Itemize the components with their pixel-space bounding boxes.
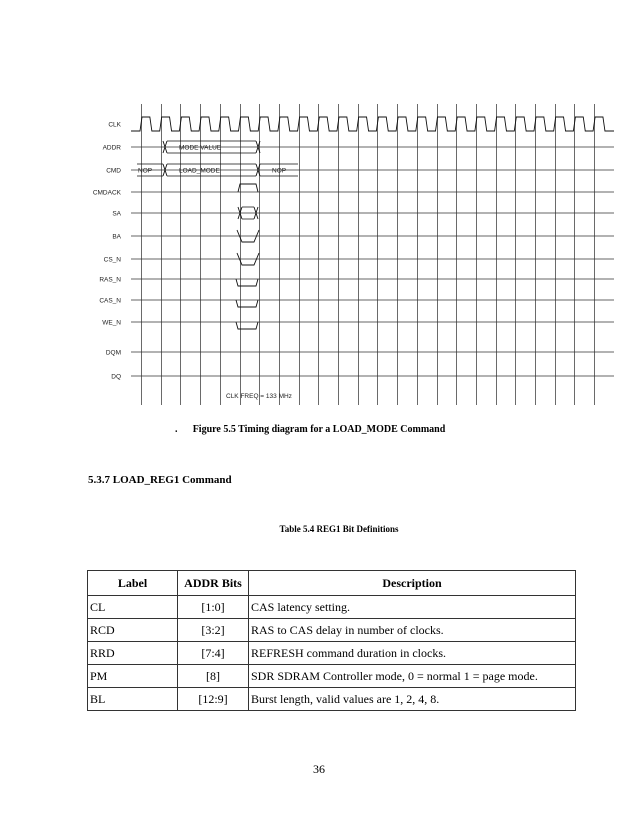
row-label: CL (88, 596, 178, 619)
cmd-value-label: LOAD_MODE (179, 167, 220, 175)
signal-label: RAS_N (99, 276, 121, 284)
signal-label: DQM (105, 349, 121, 357)
row-description: Burst length, valid values are 1, 2, 4, 8. (249, 688, 576, 711)
signal-label: ADDR (102, 144, 121, 152)
row-label: BL (88, 688, 178, 711)
table-header-row (88, 571, 576, 596)
signal-label: CMDACK (92, 189, 121, 197)
signal-label: CLK (108, 121, 121, 129)
row-description: SDR SDRAM Controller mode, 0 = normal 1 = page mode. (249, 665, 576, 688)
row-bits: [3:2] (178, 619, 249, 642)
active-low-pulse (236, 279, 258, 286)
header-label: Label (88, 571, 178, 596)
row-label: RCD (88, 619, 178, 642)
signal-label: SA (112, 210, 121, 218)
table-row (88, 665, 576, 688)
table-row (88, 596, 576, 619)
row-bits: [7:4] (178, 642, 249, 665)
cmdack-pulse (238, 184, 258, 192)
cmd-value-label: NOP (272, 167, 287, 175)
caption-mark: . (175, 424, 178, 435)
active-low-pulse (236, 322, 258, 329)
row-bits: [8] (178, 665, 249, 688)
row-bits: [12:9] (178, 688, 249, 711)
page-number: 36 (313, 762, 325, 776)
cmd-value-label: NOP (138, 167, 153, 175)
addr-value-label: MODE VALUE (179, 144, 222, 152)
signal-label: CS_N (103, 256, 121, 264)
row-label: RRD (88, 642, 178, 665)
table-title: Table 5.4 REG1 Bit Definitions (279, 524, 399, 534)
signal-label: CMD (106, 167, 121, 175)
signal-label: CAS_N (99, 297, 121, 305)
row-label: PM (88, 665, 178, 688)
signal-label: BA (112, 233, 121, 241)
reg1-bit-table (87, 570, 576, 711)
clock-frequency-note: CLK FREQ = 133 MHz (226, 393, 292, 400)
table-row (88, 619, 576, 642)
figure-caption: Figure 5.5 Timing diagram for a LOAD_MODE Command (192, 424, 446, 435)
signal-label: DQ (111, 373, 121, 381)
row-description: RAS to CAS delay in number of clocks. (249, 619, 576, 642)
table-row (88, 688, 576, 711)
header-description: Description (249, 571, 576, 596)
row-description: CAS latency setting. (249, 596, 576, 619)
header-addr-bits: ADDR Bits (178, 571, 249, 596)
row-bits: [1:0] (178, 596, 249, 619)
section-heading: 5.3.7 LOAD_REG1 Command (88, 474, 232, 486)
signal-label: WE_N (102, 319, 121, 327)
row-description: REFRESH command duration in clocks. (249, 642, 576, 665)
clk-waveform (131, 117, 614, 131)
table-row (88, 642, 576, 665)
active-low-pulse (236, 300, 258, 307)
